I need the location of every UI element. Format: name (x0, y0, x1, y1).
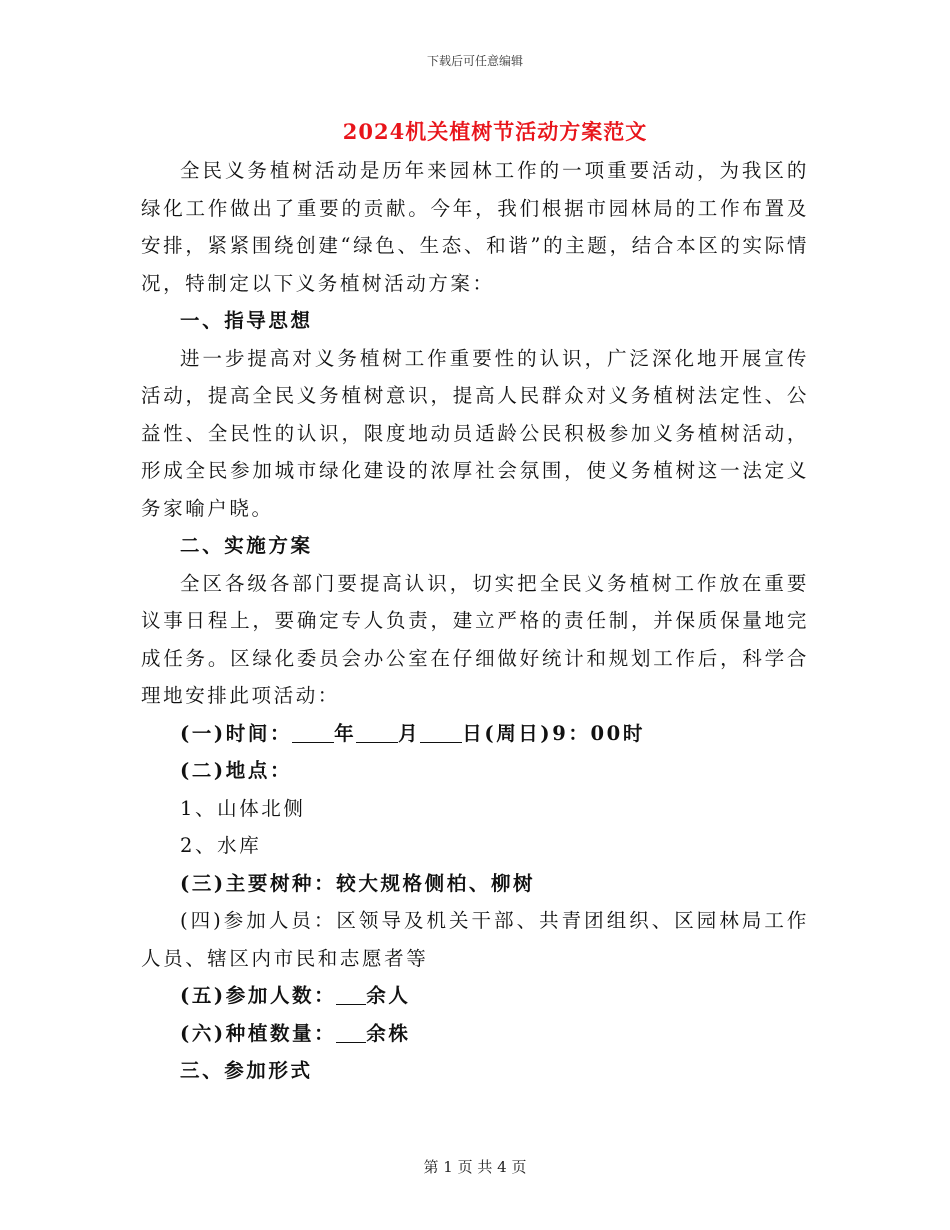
section2-heading: 二、实施方案 (180, 534, 313, 557)
time-line (141, 715, 809, 753)
plant-line (141, 1015, 809, 1053)
count-line (141, 977, 809, 1015)
plant-label: (六)种植数量： (180, 1021, 337, 1045)
count-label: (五)参加人数： (180, 984, 337, 1007)
place-item-2: 2、水库 (180, 834, 262, 857)
section3-heading: 三、参加形式 (180, 1059, 313, 1082)
time-month: 月 (398, 721, 421, 745)
section1-heading: 一、指导思想 (180, 309, 313, 332)
time-day: 日(周日)9：00时 (462, 721, 645, 745)
count-suffix: 余人 (366, 984, 411, 1007)
species-line: (三)主要树种：较大规格侧柏、柳树 (180, 871, 536, 895)
page-footer: 第 1 页 共 4 页 (423, 1158, 527, 1176)
section1-paragraph: 进一步提高对义务植树工作重要性的认识，广泛深化地开展宣传活动，提高全民义务植树意识，提高人民群众对义务植树法定性、公益性、全民性的认识，限度地动员适龄公民积极参加义务植树活动，形成全民参加城市绿化建设的浓厚社会氛围，使义务植树这一法定义务家喻户晓。 (141, 346, 809, 520)
participants-paragraph: (四)参加人员：区领导及机关干部、共青团组织、区园林局工作人员、辖区内市民和志愿者等 (141, 909, 809, 970)
intro-paragraph: 全民义务植树活动是历年来园林工作的一项重要活动，为我区的绿化工作做出了重要的贡献。今年，我们根据市园林局的工作布置及安排，紧紧围绕创建“绿色、生态、和谐”的主题，结合本区的实际情况，特制定以下义务植树活动方案： (141, 159, 809, 295)
document-body (141, 152, 809, 1090)
plant-blank (336, 1024, 366, 1043)
year-blank (292, 724, 334, 743)
place-label: (二)地点： (180, 759, 293, 782)
month-blank (356, 724, 398, 743)
section2-paragraph: 全区各级各部门要提高认识，切实把全民义务植树工作放在重要议事日程上，要确定专人负责，建立严格的责任制，并保质保量地完成任务。区绿化委员会办公室在仔细做好统计和规划工作后，科学合理地安排此项活动： (141, 571, 809, 707)
plant-suffix: 余株 (366, 1021, 411, 1045)
day-blank (420, 724, 462, 743)
count-blank (336, 986, 366, 1005)
document-title: 2024机关植树节活动方案范文 (342, 119, 648, 144)
time-year: 年 (334, 721, 357, 745)
place-item-1: 1、山体北侧 (180, 796, 306, 820)
time-label: (一)时间： (180, 721, 293, 745)
header-note: 下载后可任意编辑 (426, 54, 523, 68)
